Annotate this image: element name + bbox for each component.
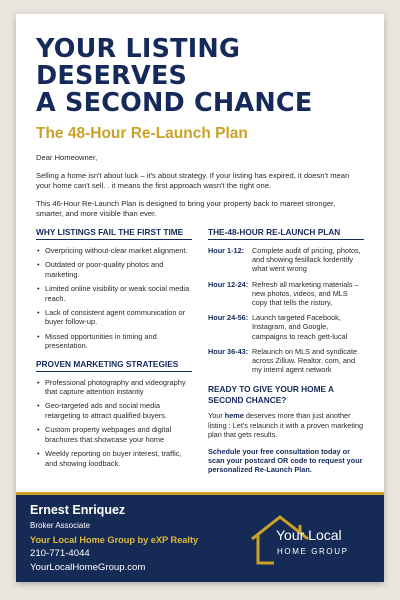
headline-line-2: A SECOND CHANCE [36,88,313,118]
headline-line-1: YOUR LISTING DESERVES [36,34,241,91]
letter-paragraph-1: Selling a home isn't about luck – it's about strategy. If your listing has expired, it doesn't mean your home can't sell. . it means the first approach wasn't the right one. [36,171,350,190]
list-item: • Overpricing without-clear market alignment. [36,246,192,255]
logo-wordmark: Your Local [276,527,342,543]
flyer-content [16,14,384,475]
strategies-section [36,359,192,468]
intro-letter [36,153,364,219]
flyer-card [16,14,384,582]
agent-name: Ernest Enriquez [30,503,126,517]
why-section-title: WHY LISTINGS FAIL THE FIRST TIME [36,227,192,240]
cta-title: READY TO GIVE YOUR HOME A SECOND CHANCE? [208,384,334,405]
plan-description: Refresh all marketing materials – new photos, videos, and MLS copy that tells the ristory, [252,279,359,308]
strategies-list [36,378,192,468]
agent-title: Broker Associate [30,521,91,530]
cta-text [208,411,364,439]
strategies-section-title: PROVEN MARKETING STRATEGIES [36,359,192,372]
list-item: • Custom property webpages and digital brachures that showcase your home [36,425,192,444]
plan-hour: Hour 1-12: [208,246,245,255]
agent-phone: 210-771-4044 [30,548,90,559]
list-item: • Missed opportunities in timing and presentation. [36,332,192,351]
agent-footer [16,492,384,582]
plan-row [208,313,364,341]
list-item: • Limited online visibility or weak social media reach. [36,284,192,303]
plan-hour: Hour 24-56: [208,313,249,323]
why-section [36,227,192,351]
letter-greeting: Dear Homeowner, [36,153,98,162]
letter-paragraph-2: This 46-Hour Re-Launch Plan is designed to bring your property back to mareet stronger, smarter, and more visible than ever. [36,199,336,218]
agent-website: YourLocalHomeGroup.com [30,562,146,573]
plan-hour: Hour 12-24: [208,279,249,289]
plan-row [208,347,364,375]
agent-brokerage: Your Local Home Group by eXP Realty [30,535,199,545]
right-column [208,227,364,475]
headline [36,36,364,117]
plan-hour: Hour 36-43: [208,346,249,356]
plan-section [208,227,364,374]
plan-row [208,246,364,274]
plan-row [208,280,364,308]
two-column-body [36,227,364,475]
why-list [36,246,192,351]
list-item: • Lack of consistent agent communication or buyer follow-up. [36,308,192,327]
list-item: • Professional photography and videography that capture attention instantiy [36,378,192,397]
cta-text-start: Your [208,411,225,421]
cta-request: Schedulе your free consultation today or scan your postcard OR code to request your personalized Re-Launch Plan. [208,446,363,475]
subheadline: The 48-Hour Re-Launch Plan [36,125,248,142]
list-item: • Outdated or poor-quality photos and marketing. [36,260,192,279]
brand-logo [246,513,366,569]
cta-text-emphasis: heme [224,411,244,421]
call-to-action [208,384,364,474]
cta-text-end: deserves more than just another listing : Let's relaunch it with a proven marketing plan that gets results. [208,411,364,440]
logo-tagline: HOME GROUP [277,547,349,556]
plan-description: Complete audit of pricing, photos, and showing fesillack fordentify what went wrong [252,246,361,274]
plan-section-title: THE-48-HOUR RE-LAUNCH PLAN [208,227,364,240]
plan-description: Relaunch on MLS and syndicate across Zilluw. Realtor. com, and my internl agent network [252,346,358,375]
list-item: • Weekly reporting on buyer interest, traffic, and showing loodback. [36,449,192,468]
left-column [36,227,192,475]
plan-description: Launch targeted Facebook, Instagram, and Google, campaigns to reach gett-lucal [252,313,348,341]
list-item: • Geo-targeted ads and social media retargeting to attract qualified buyers. [36,401,192,420]
